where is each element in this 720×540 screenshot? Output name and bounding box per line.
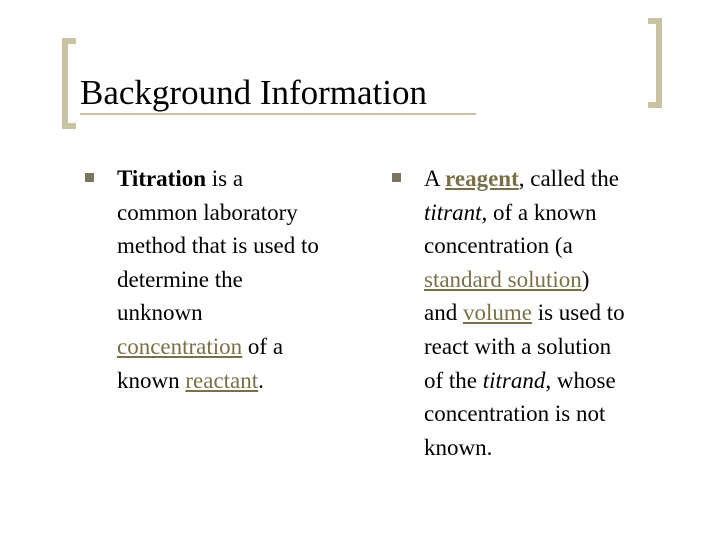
link-reactant[interactable]: reactant (185, 367, 259, 393)
bullet-text-titration (117, 162, 365, 397)
text-line: concentration (a (424, 233, 573, 259)
bullet-item-reagent (392, 162, 677, 464)
text-segment: , whose (545, 367, 616, 393)
text-line (424, 296, 677, 330)
term-titrant: titrant, (424, 199, 488, 225)
text-line: method that is used to (117, 233, 319, 259)
text-line: react with a solution (424, 333, 612, 359)
right-bracket-decoration (648, 18, 662, 108)
text-line (117, 364, 365, 398)
text-segment: is used to (531, 300, 625, 326)
text-segment: . (258, 367, 264, 393)
text-segment: of a known (487, 199, 597, 225)
text-line: determine the (117, 266, 243, 292)
text-line (117, 162, 365, 196)
text-line: common laboratory (117, 199, 298, 225)
text-line: unknown (117, 300, 203, 326)
text-segment: ) (581, 266, 590, 292)
text-segment: known (117, 367, 186, 393)
link-standard-solution[interactable]: standard solution (424, 266, 582, 292)
text-line (424, 196, 677, 230)
link-volume[interactable]: volume (462, 300, 532, 326)
square-bullet-icon (392, 173, 401, 182)
title-underline-rule (80, 113, 476, 115)
text-segment: and (424, 300, 463, 326)
text-line: known. (424, 434, 493, 460)
text-line (424, 263, 677, 297)
bullet-item-titration (85, 162, 365, 397)
bullet-text-reagent (424, 162, 677, 464)
text-segment: A (424, 166, 446, 191)
text-line (424, 162, 677, 196)
link-reagent[interactable]: reagent (445, 166, 519, 191)
text-line (117, 330, 365, 364)
square-bullet-icon (85, 173, 94, 182)
text-segment: , called the (518, 166, 620, 191)
text-line (424, 364, 677, 398)
link-concentration[interactable]: concentration (117, 333, 243, 359)
text-segment: of the (424, 367, 483, 393)
slide-title: Background Information (80, 73, 427, 112)
text-line: concentration is not (424, 401, 606, 427)
term-titration: Titration (117, 166, 207, 191)
text-segment: of a (242, 333, 284, 359)
text-segment: is a (206, 166, 244, 191)
left-bracket-decoration (62, 38, 76, 129)
term-titrand: titrand (482, 367, 546, 393)
